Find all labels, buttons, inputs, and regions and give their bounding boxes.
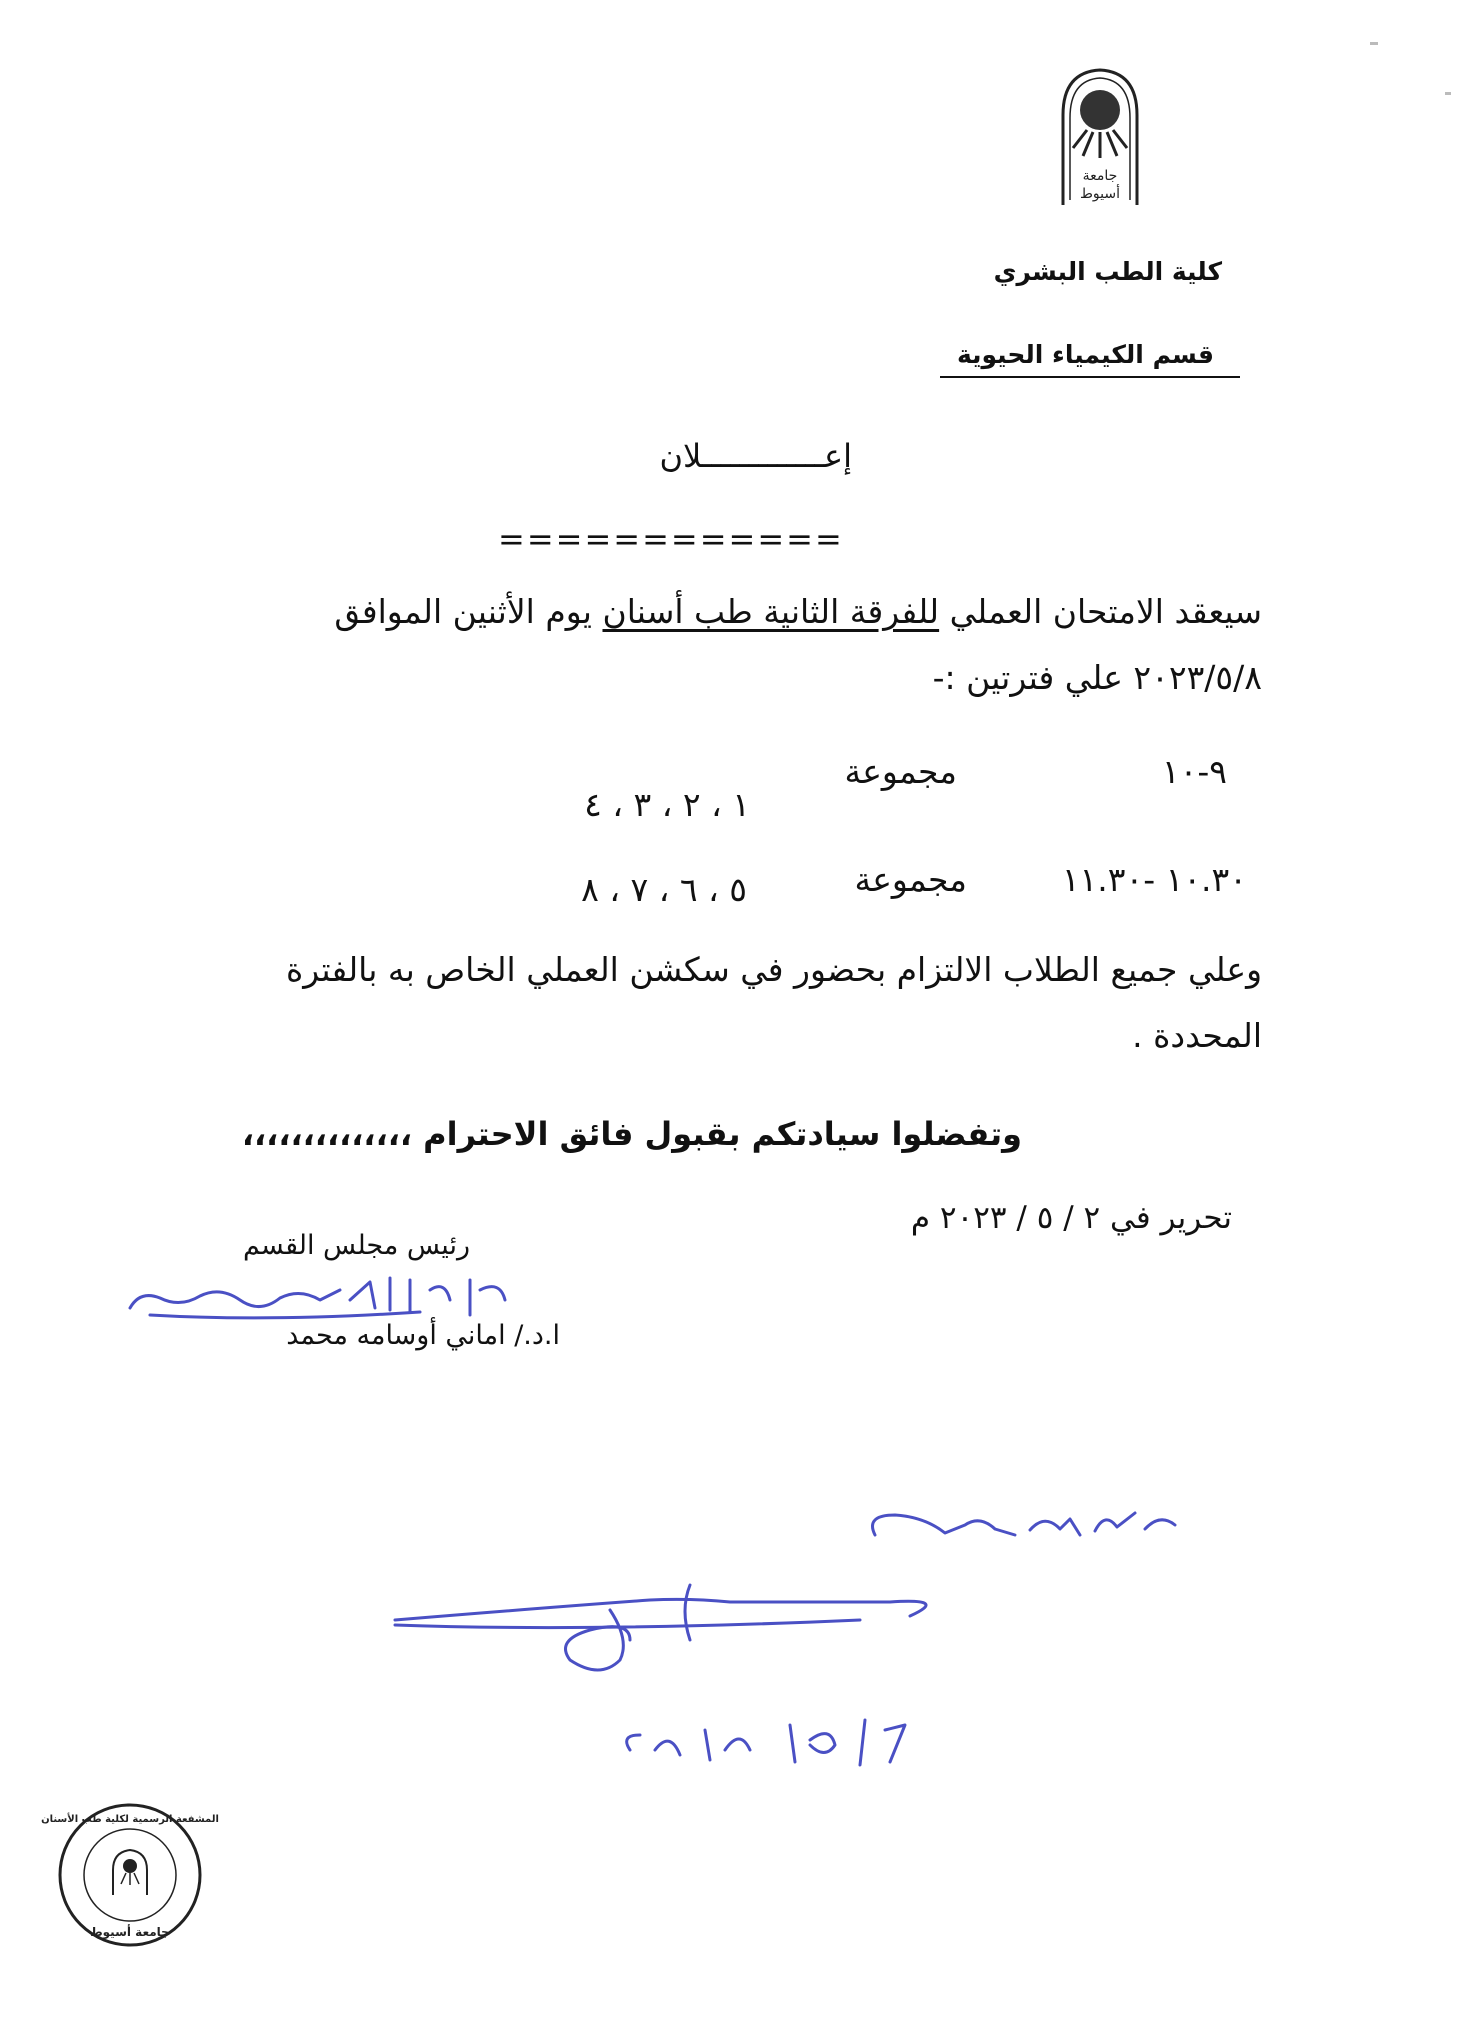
university-logo <box>1045 60 1155 210</box>
target-class: للفرقة الثانية طب أسنان <box>602 592 940 631</box>
official-stamp <box>41 1800 219 1950</box>
scan-mark <box>1370 42 1378 45</box>
schedule-groups: ٥ ، ٦ ، ٧ ، ٨ <box>581 870 747 909</box>
department-name: قسم الكيمياء الحيوية <box>956 340 1214 369</box>
logo-text: جامعة <box>1082 168 1118 184</box>
announcement-title: إعـــــــــــــلان <box>659 437 852 475</box>
handwritten-date <box>615 1700 935 1780</box>
schedule-time: ٩-١٠ <box>1161 752 1227 791</box>
department-underline <box>940 376 1240 378</box>
body-line-1: سيعقد الامتحان العملي للفرقة الثانية طب أسنان يوم الأثنين الموافق <box>334 592 1262 631</box>
issue-date: تحرير في ٢ / ٥ / ٢٠٢٣ م <box>910 1200 1232 1236</box>
closing-line: وتفضلوا سيادتكم بقبول فائق الاحترام ،،،،،،،،،،،،،، <box>241 1115 1022 1153</box>
signatory-name: ا.د./ اماني أوسامه محمد <box>286 1320 560 1351</box>
body-line-2: ٢٠٢٣/٥/٨ علي فترتين :- <box>932 658 1262 697</box>
svg-text:أسيوط: أسيوط <box>1079 186 1121 202</box>
note-line-2: المحددة . <box>1132 1016 1262 1055</box>
schedule-label: مجموعة <box>844 752 957 791</box>
schedule-time: ١٠.٣٠ -١١.٣٠ <box>1061 860 1247 899</box>
schedule-label: مجموعة <box>854 860 967 899</box>
svg-text:جامعة أسيوط: جامعة أسيوط <box>90 1925 170 1939</box>
faculty-name: كلية الطب البشري <box>993 257 1222 286</box>
scan-mark <box>1445 92 1451 95</box>
handwritten-signature <box>120 1260 540 1340</box>
title-separator: ============ <box>498 520 844 558</box>
signatory-role: رئيس مجلس القسم <box>243 1230 470 1261</box>
handwritten-note <box>855 1495 1195 1565</box>
schedule-groups: ١ ، ٢ ، ٣ ، ٤ <box>584 785 750 824</box>
svg-text:المشفعة الرسمية لكلية طب الأسن: المشفعة الرسمية لكلية طب الأسنان <box>41 1814 219 1825</box>
note-line-1: وعلي جميع الطلاب الالتزام بحضور في سكشن العملي الخاص به بالفترة <box>285 950 1262 989</box>
